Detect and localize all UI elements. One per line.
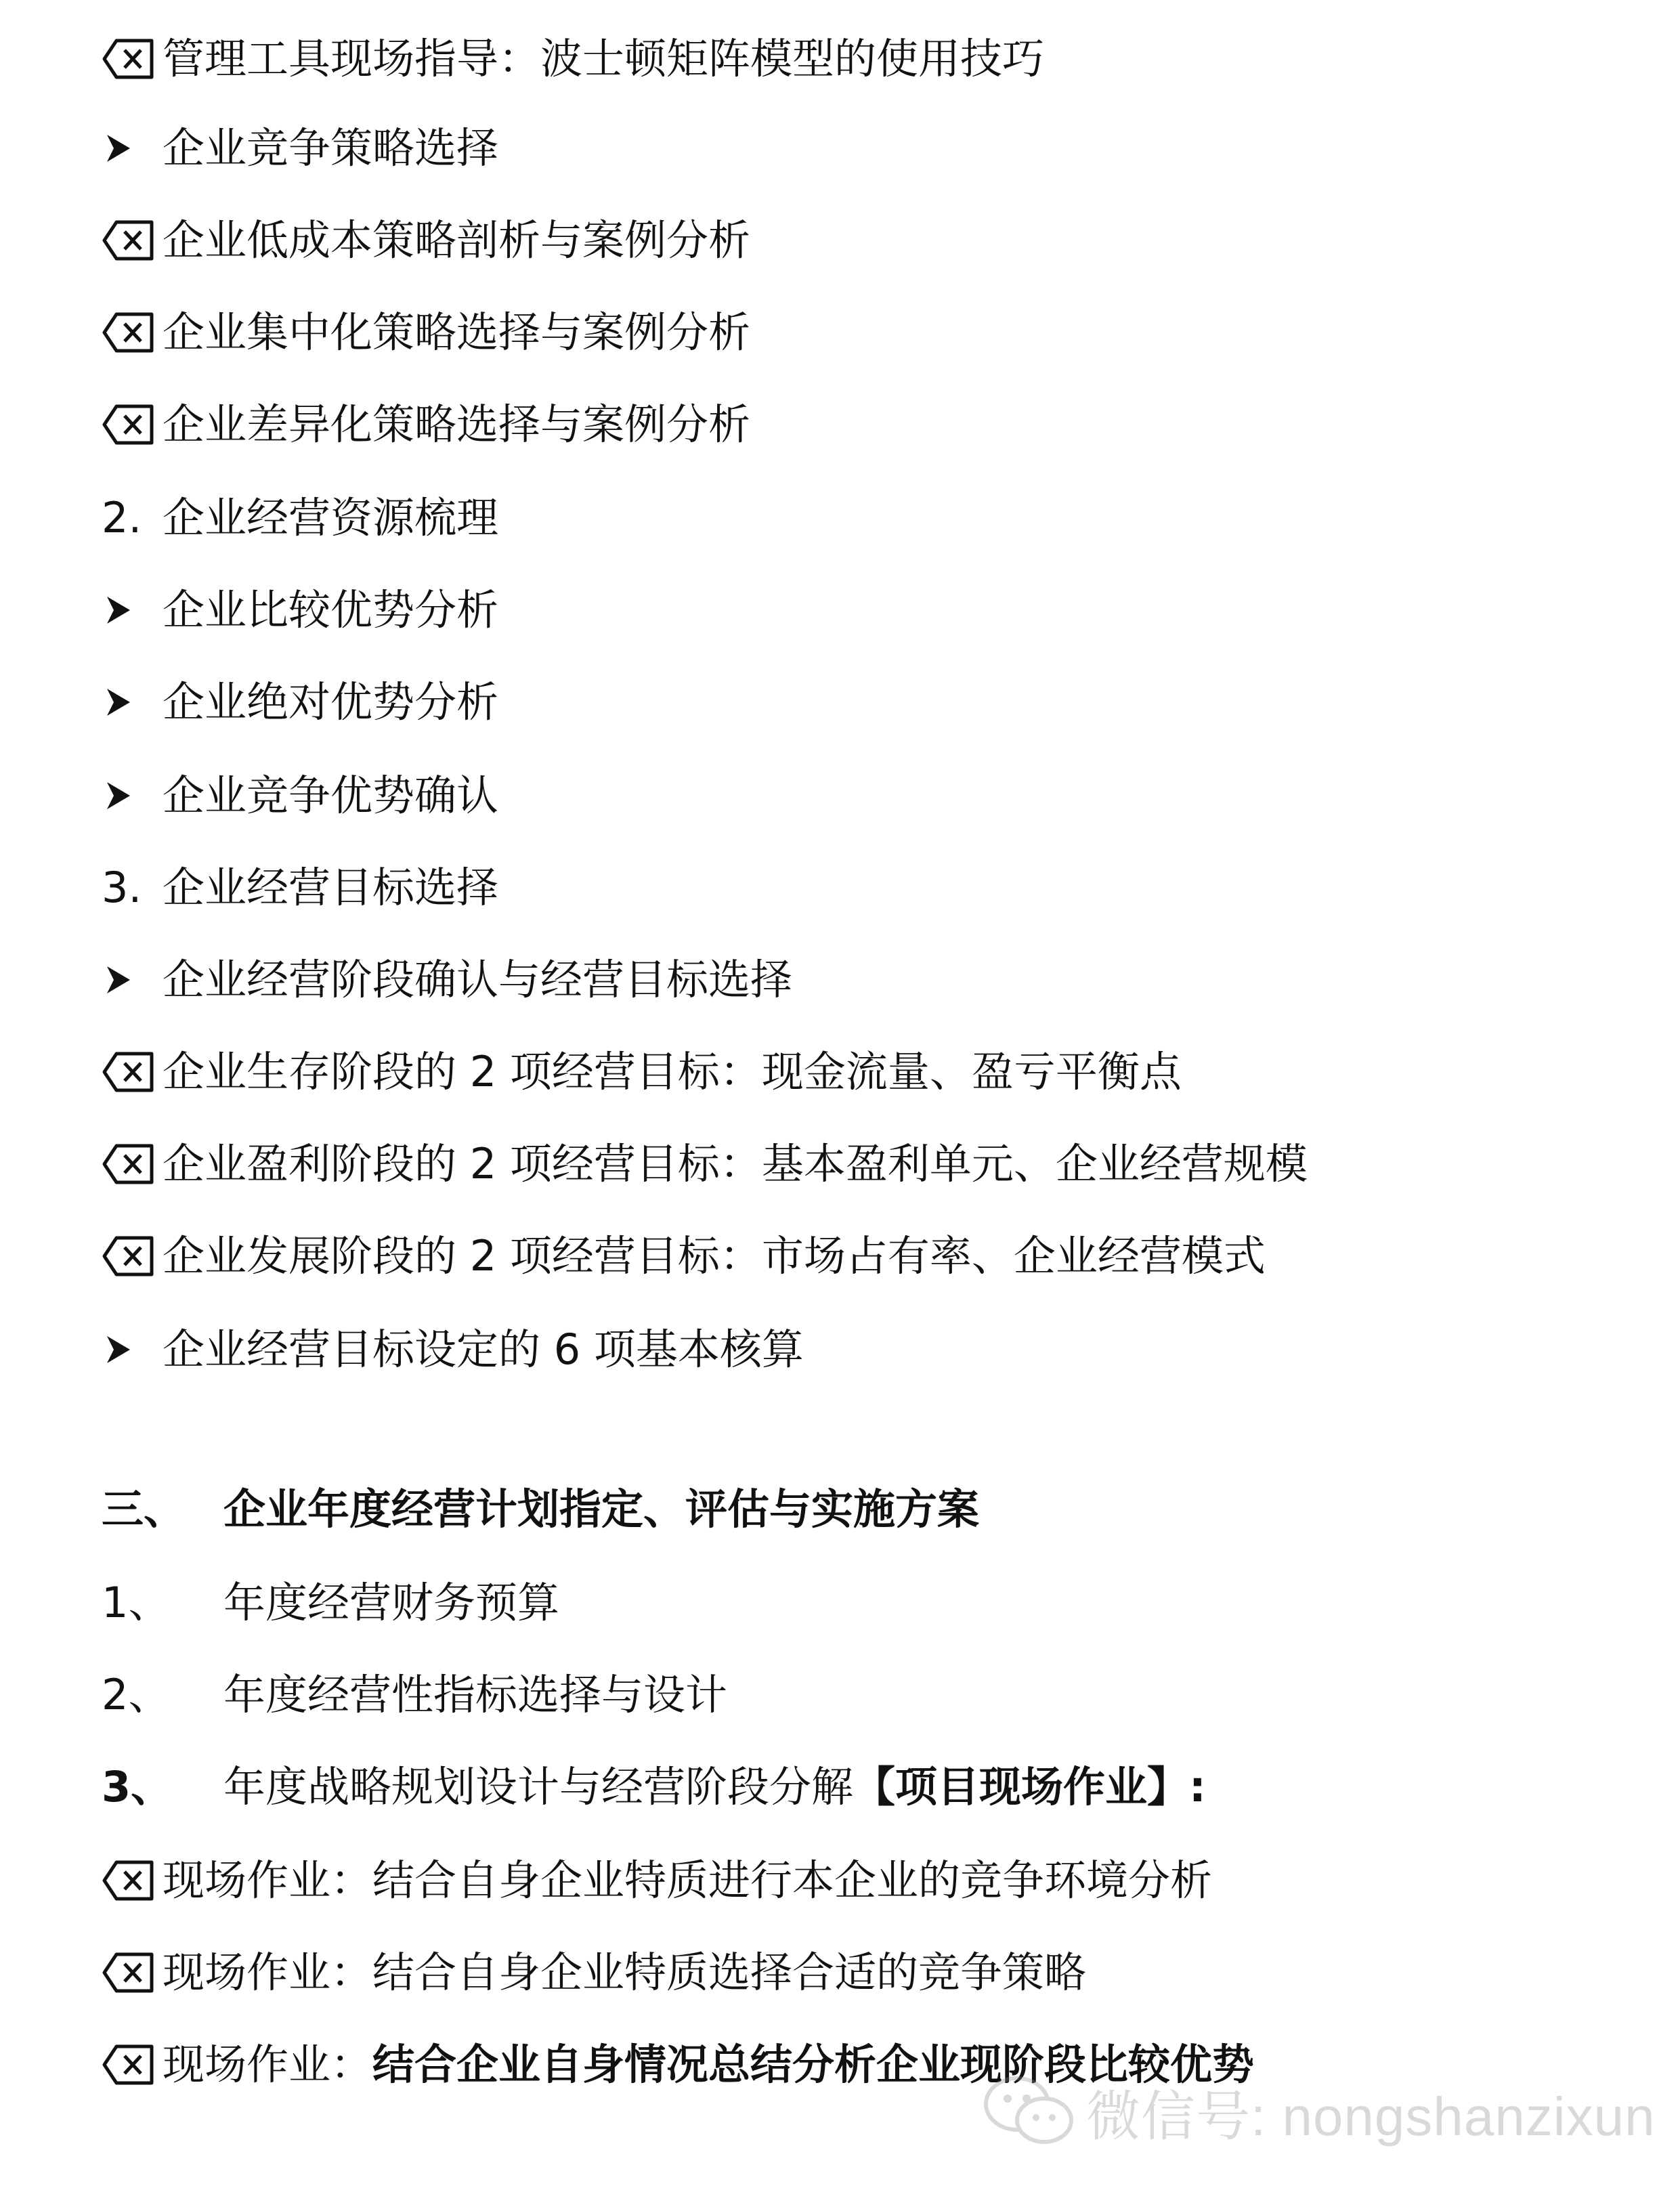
item-number: 2、	[102, 1670, 171, 1719]
list-item	[102, 22, 1044, 96]
task-label: 现场作业：	[163, 1855, 373, 1905]
list-item	[102, 481, 498, 555]
list-item	[102, 387, 750, 462]
checkbox-x-icon	[102, 1860, 163, 1902]
checkbox-x-icon	[102, 312, 163, 353]
arrow-bullet-icon	[102, 781, 163, 811]
list-item	[102, 758, 498, 833]
task-label: 现场作业：	[163, 1948, 373, 1997]
item-number: 3.	[102, 863, 142, 912]
section-item	[102, 1750, 1206, 1824]
arrow-bullet-icon	[102, 687, 163, 717]
arrow-bullet-icon	[102, 133, 163, 163]
list-item	[102, 1312, 804, 1387]
list-item	[102, 1219, 1266, 1293]
item-text: 企业经营资源梳理	[163, 493, 499, 542]
checkbox-x-icon	[102, 1051, 163, 1093]
checkbox-x-icon	[102, 38, 163, 80]
list-item	[102, 1035, 1182, 1109]
item-text: 企业竞争策略选择	[163, 123, 499, 173]
item-text: 企业盈利阶段的 2 项经营目标：基本盈利单元、企业经营规模	[163, 1139, 1308, 1188]
task-text: 结合自身企业特质选择合适的竞争策略	[372, 1948, 1087, 1997]
section-item	[102, 1566, 559, 1640]
item-number: 2.	[102, 493, 142, 542]
arrow-bullet-icon	[102, 1335, 163, 1365]
list-item	[102, 111, 498, 186]
checkbox-x-icon	[102, 219, 163, 261]
list-item	[102, 573, 498, 647]
item-text: 年度战略规划设计与经营阶段分解	[223, 1762, 854, 1811]
checkbox-x-icon	[102, 2044, 163, 2086]
item-bold-text: 【项目现场作业】:	[853, 1762, 1206, 1811]
item-number: 3、	[102, 1762, 173, 1811]
list-item	[102, 1127, 1308, 1201]
section-title: 企业年度经营计划指定、评估与实施方案	[223, 1484, 980, 1534]
item-number: 1、	[102, 1578, 171, 1627]
list-item	[102, 943, 792, 1017]
list-item	[102, 295, 750, 370]
task-text: 结合自身企业特质进行本企业的竞争环境分析	[372, 1855, 1213, 1905]
task-label: 现场作业：	[163, 2040, 373, 2089]
section-number: 三、	[102, 1484, 186, 1534]
checkbox-x-icon	[102, 1143, 163, 1185]
section-item	[102, 1658, 727, 1732]
list-item	[102, 203, 750, 278]
list-item	[102, 665, 498, 739]
section-heading	[102, 1472, 979, 1547]
list-item	[102, 851, 498, 925]
watermark-text: 微信号: nongshanzixun	[1086, 2086, 1656, 2147]
item-text: 企业绝对优势分析	[163, 677, 499, 727]
wechat-watermark	[982, 2064, 1656, 2159]
arrow-bullet-icon	[102, 595, 163, 625]
item-text: 企业经营阶段确认与经营目标选择	[163, 955, 793, 1004]
wechat-icon	[982, 2074, 1077, 2149]
checkbox-x-icon	[102, 1952, 163, 1994]
item-text: 企业比较优势分析	[163, 585, 499, 635]
item-text: 年度经营财务预算	[223, 1578, 560, 1627]
item-text: 企业竞争优势确认	[163, 771, 499, 820]
task-item	[102, 1843, 1212, 1918]
item-text: 企业经营目标设定的 6 项基本核算	[163, 1325, 804, 1374]
item-text: 管理工具现场指导：波士顿矩阵模型的使用技巧	[163, 34, 1045, 83]
item-text: 企业经营目标选择	[163, 863, 499, 912]
arrow-bullet-icon	[102, 965, 163, 995]
item-text: 企业生存阶段的 2 项经营目标：现金流量、盈亏平衡点	[163, 1047, 1182, 1096]
item-text: 企业集中化策略选择与案例分析	[163, 307, 751, 357]
item-text: 企业发展阶段的 2 项经营目标：市场占有率、企业经营模式	[163, 1231, 1266, 1281]
checkbox-x-icon	[102, 1235, 163, 1277]
checkbox-x-icon	[102, 404, 163, 446]
task-bold-text: 结合企业自身情况总结分析企业现阶段比较优势	[372, 2040, 1255, 2089]
item-text: 企业差异化策略选择与案例分析	[163, 400, 751, 449]
item-text: 企业低成本策略剖析与案例分析	[163, 215, 751, 265]
task-item	[102, 1935, 1086, 2010]
item-text: 年度经营性指标选择与设计	[223, 1670, 728, 1719]
